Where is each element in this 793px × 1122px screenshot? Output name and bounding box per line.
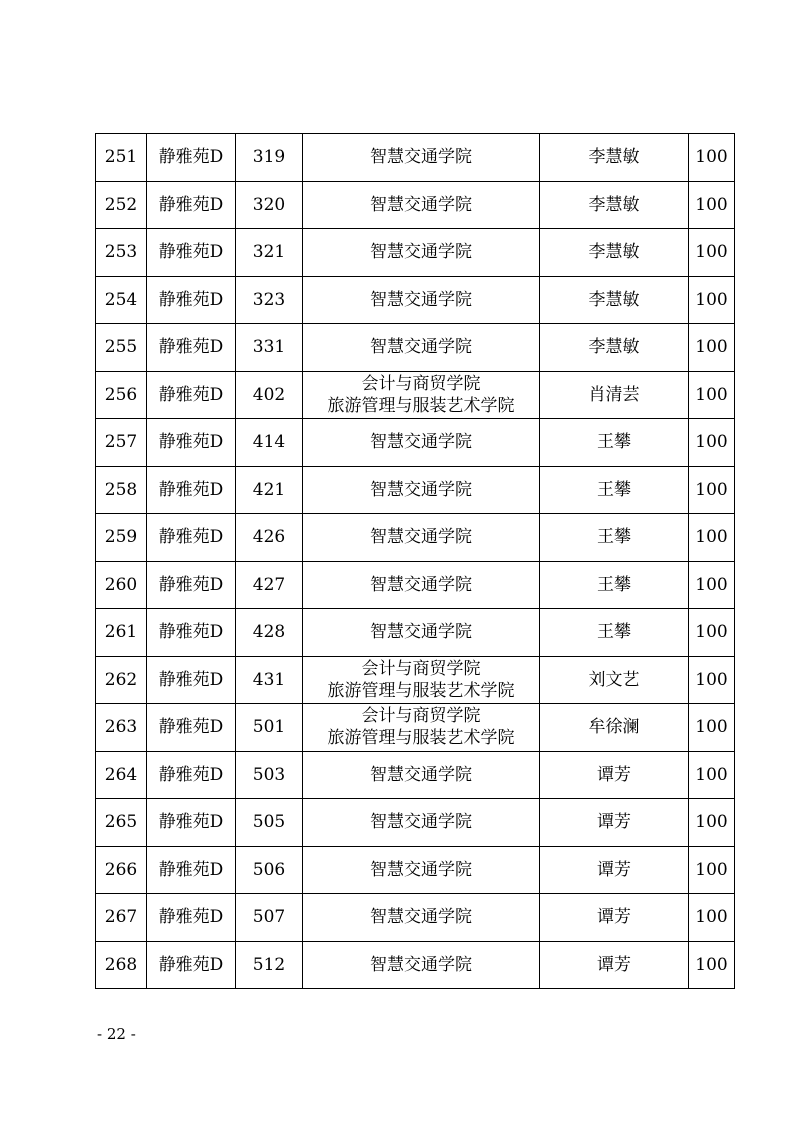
cell-room: 323 (236, 276, 303, 324)
college-name: 智慧交通学院 (370, 527, 472, 548)
cell-college (303, 846, 540, 894)
cell-building: 静雅苑D (147, 229, 236, 277)
cell-room: 431 (236, 656, 303, 704)
cell-college (303, 371, 540, 419)
cell-room: 427 (236, 561, 303, 609)
cell-teacher: 刘文艺 (540, 656, 689, 704)
cell-building: 静雅苑D (147, 466, 236, 514)
cell-college (303, 229, 540, 277)
table-row (96, 799, 735, 847)
college-name: 智慧交通学院 (370, 432, 472, 453)
cell-teacher: 李慧敏 (540, 181, 689, 229)
college-name: 智慧交通学院 (370, 194, 472, 215)
cell-number: 255 (96, 324, 147, 372)
cell-building: 静雅苑D (147, 941, 236, 989)
table-row (96, 609, 735, 657)
cell-number: 267 (96, 894, 147, 942)
page-number: - 22 - (97, 1025, 136, 1043)
cell-room: 506 (236, 846, 303, 894)
cell-college (303, 276, 540, 324)
cell-college (303, 704, 540, 752)
college-name: 智慧交通学院 (370, 242, 472, 263)
cell-score: 100 (689, 276, 735, 324)
cell-building: 静雅苑D (147, 371, 236, 419)
cell-teacher: 谭芳 (540, 894, 689, 942)
table-row (96, 134, 735, 182)
cell-teacher: 王攀 (540, 419, 689, 467)
cell-score: 100 (689, 656, 735, 704)
cell-number: 253 (96, 229, 147, 277)
cell-number: 256 (96, 371, 147, 419)
table-row (96, 229, 735, 277)
cell-score: 100 (689, 941, 735, 989)
cell-building: 静雅苑D (147, 134, 236, 182)
cell-room: 426 (236, 514, 303, 562)
cell-building: 静雅苑D (147, 324, 236, 372)
college-name: 智慧交通学院 (370, 622, 472, 643)
cell-college (303, 799, 540, 847)
cell-score: 100 (689, 419, 735, 467)
cell-college (303, 419, 540, 467)
cell-number: 252 (96, 181, 147, 229)
cell-score: 100 (689, 324, 735, 372)
cell-teacher: 谭芳 (540, 846, 689, 894)
cell-college (303, 609, 540, 657)
cell-number: 261 (96, 609, 147, 657)
college-name: 智慧交通学院 (370, 147, 472, 168)
cell-college (303, 181, 540, 229)
table-row (96, 656, 735, 704)
dormitory-score-table (95, 133, 735, 989)
college-name: 智慧交通学院 (370, 479, 472, 500)
cell-score: 100 (689, 846, 735, 894)
cell-number: 251 (96, 134, 147, 182)
cell-number: 257 (96, 419, 147, 467)
cell-college (303, 751, 540, 799)
cell-room: 428 (236, 609, 303, 657)
cell-building: 静雅苑D (147, 751, 236, 799)
table-row (96, 371, 735, 419)
cell-number: 262 (96, 656, 147, 704)
cell-teacher: 王攀 (540, 561, 689, 609)
cell-number: 254 (96, 276, 147, 324)
cell-college (303, 134, 540, 182)
cell-building: 静雅苑D (147, 181, 236, 229)
cell-teacher: 肖清芸 (540, 371, 689, 419)
cell-number: 265 (96, 799, 147, 847)
cell-score: 100 (689, 751, 735, 799)
college-name: 旅游管理与服装艺术学院 (327, 680, 515, 701)
college-name: 智慧交通学院 (370, 859, 472, 880)
cell-number: 268 (96, 941, 147, 989)
cell-room: 507 (236, 894, 303, 942)
cell-building: 静雅苑D (147, 656, 236, 704)
college-name: 会计与商贸学院 (361, 373, 481, 394)
college-name: 智慧交通学院 (370, 337, 472, 358)
cell-number: 263 (96, 704, 147, 752)
cell-number: 266 (96, 846, 147, 894)
cell-score: 100 (689, 609, 735, 657)
college-name: 智慧交通学院 (370, 764, 472, 785)
cell-score: 100 (689, 704, 735, 752)
cell-score: 100 (689, 799, 735, 847)
cell-college (303, 656, 540, 704)
cell-room: 512 (236, 941, 303, 989)
cell-score: 100 (689, 514, 735, 562)
college-name: 智慧交通学院 (370, 289, 472, 310)
cell-room: 331 (236, 324, 303, 372)
college-name: 会计与商贸学院 (361, 658, 481, 679)
cell-building: 静雅苑D (147, 276, 236, 324)
table-row (96, 846, 735, 894)
cell-teacher: 李慧敏 (540, 276, 689, 324)
cell-teacher: 谭芳 (540, 799, 689, 847)
cell-number: 264 (96, 751, 147, 799)
cell-college (303, 561, 540, 609)
cell-college (303, 324, 540, 372)
cell-teacher: 李慧敏 (540, 229, 689, 277)
college-name: 旅游管理与服装艺术学院 (327, 395, 515, 416)
cell-room: 503 (236, 751, 303, 799)
cell-score: 100 (689, 371, 735, 419)
cell-building: 静雅苑D (147, 514, 236, 562)
table-row (96, 704, 735, 752)
cell-room: 402 (236, 371, 303, 419)
table-row (96, 324, 735, 372)
table-body (96, 134, 735, 989)
college-name: 智慧交通学院 (370, 812, 472, 833)
cell-building: 静雅苑D (147, 894, 236, 942)
cell-score: 100 (689, 229, 735, 277)
college-name: 会计与商贸学院 (361, 706, 481, 727)
cell-teacher: 牟徐澜 (540, 704, 689, 752)
table-row (96, 751, 735, 799)
table-row (96, 561, 735, 609)
cell-college (303, 941, 540, 989)
cell-room: 320 (236, 181, 303, 229)
table-row (96, 466, 735, 514)
college-name: 智慧交通学院 (370, 907, 472, 928)
cell-building: 静雅苑D (147, 419, 236, 467)
table-row (96, 419, 735, 467)
college-name: 智慧交通学院 (370, 954, 472, 975)
cell-room: 321 (236, 229, 303, 277)
cell-score: 100 (689, 181, 735, 229)
cell-score: 100 (689, 134, 735, 182)
table-row (96, 514, 735, 562)
cell-college (303, 466, 540, 514)
cell-teacher: 李慧敏 (540, 134, 689, 182)
cell-building: 静雅苑D (147, 609, 236, 657)
cell-number: 258 (96, 466, 147, 514)
cell-room: 414 (236, 419, 303, 467)
cell-college (303, 894, 540, 942)
cell-building: 静雅苑D (147, 846, 236, 894)
cell-college (303, 514, 540, 562)
cell-teacher: 李慧敏 (540, 324, 689, 372)
cell-score: 100 (689, 894, 735, 942)
college-name: 旅游管理与服装艺术学院 (327, 728, 515, 749)
cell-number: 260 (96, 561, 147, 609)
cell-teacher: 王攀 (540, 514, 689, 562)
cell-score: 100 (689, 561, 735, 609)
cell-building: 静雅苑D (147, 704, 236, 752)
cell-number: 259 (96, 514, 147, 562)
cell-building: 静雅苑D (147, 561, 236, 609)
cell-room: 319 (236, 134, 303, 182)
table-row (96, 894, 735, 942)
cell-teacher: 王攀 (540, 609, 689, 657)
cell-teacher: 谭芳 (540, 941, 689, 989)
cell-teacher: 王攀 (540, 466, 689, 514)
college-name: 智慧交通学院 (370, 574, 472, 595)
cell-teacher: 谭芳 (540, 751, 689, 799)
table-row (96, 181, 735, 229)
cell-building: 静雅苑D (147, 799, 236, 847)
cell-room: 421 (236, 466, 303, 514)
cell-room: 501 (236, 704, 303, 752)
table-row (96, 276, 735, 324)
cell-score: 100 (689, 466, 735, 514)
cell-room: 505 (236, 799, 303, 847)
table-row (96, 941, 735, 989)
